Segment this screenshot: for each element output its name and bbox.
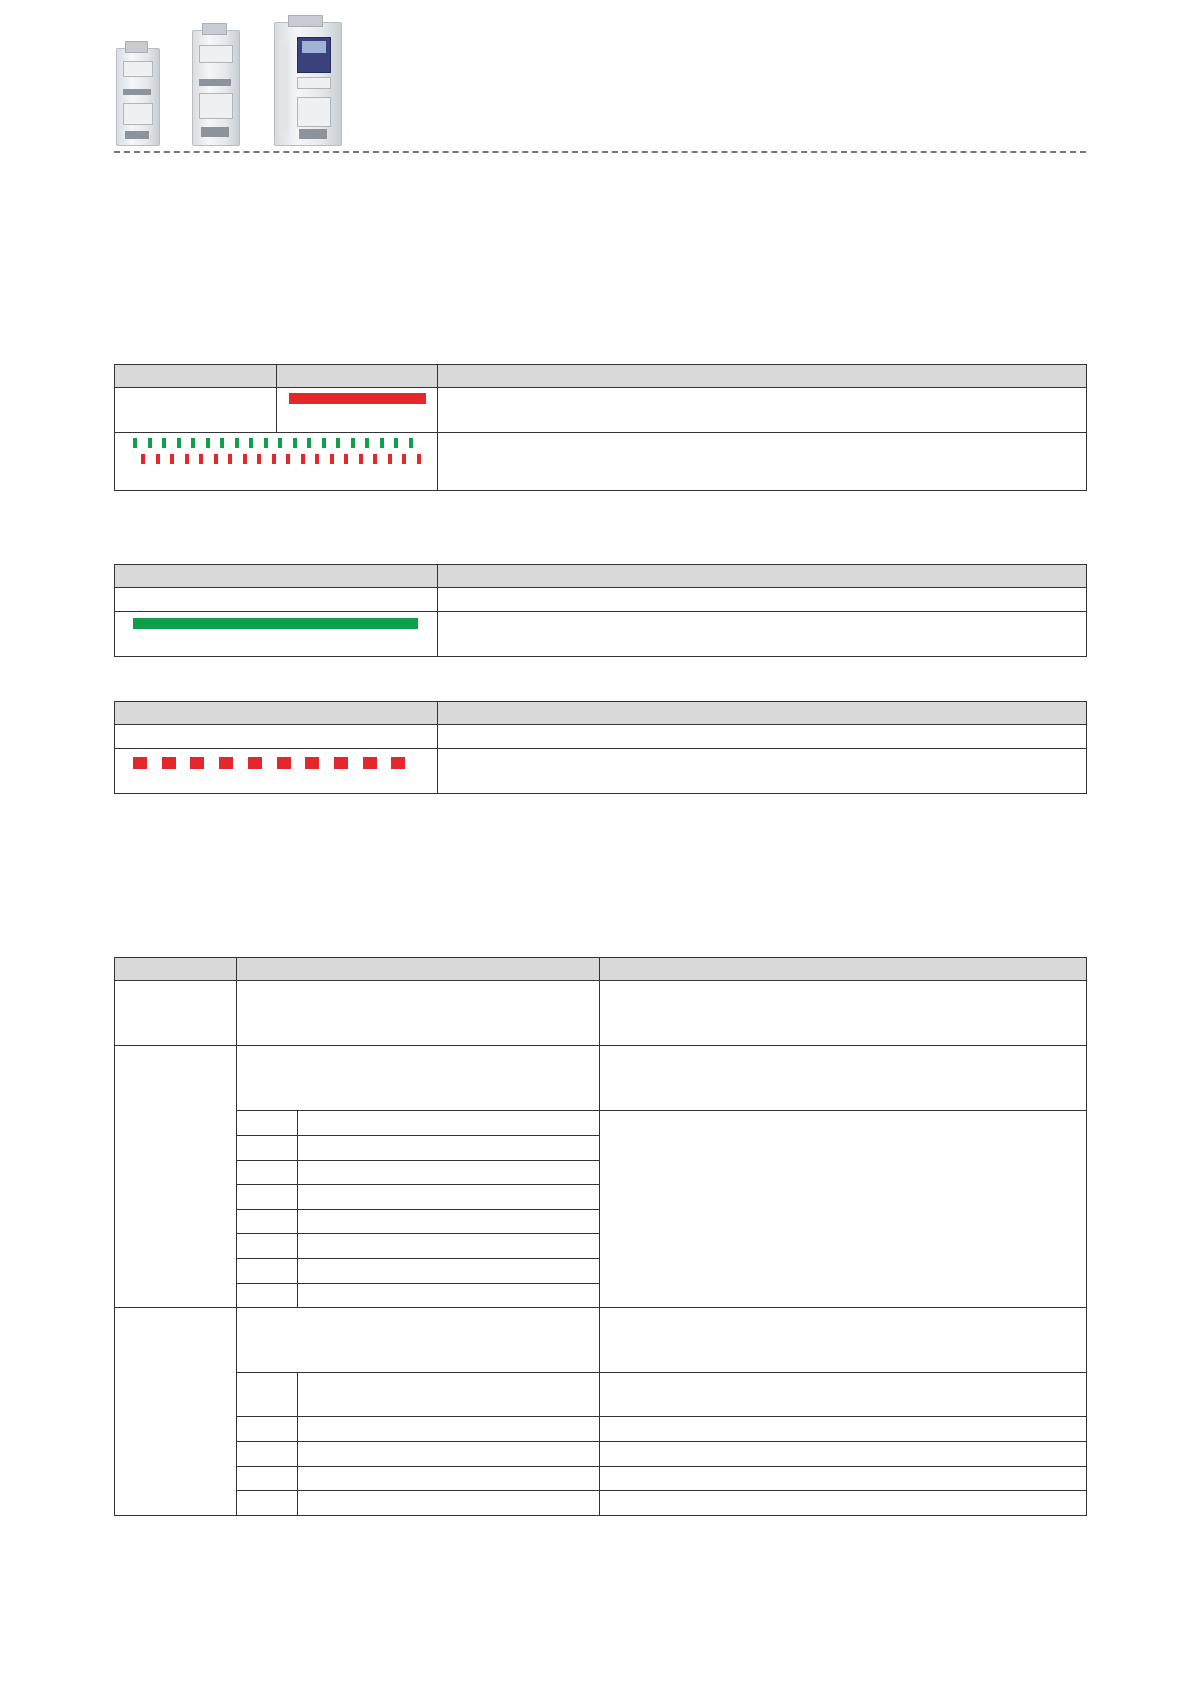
green-blink-pulse bbox=[162, 438, 166, 448]
header-cell bbox=[277, 365, 438, 388]
green-blink-pulse bbox=[264, 438, 268, 448]
table-cell bbox=[600, 1046, 1087, 1111]
table-cell bbox=[438, 588, 1087, 612]
red-blink-pulse bbox=[141, 454, 145, 464]
header-cell bbox=[237, 958, 600, 981]
medium-inverter-icon bbox=[192, 30, 240, 146]
table-cell bbox=[237, 1185, 298, 1210]
table-row bbox=[115, 725, 1087, 749]
table-cell bbox=[298, 1111, 600, 1136]
red-blink-pulse bbox=[391, 757, 405, 769]
green-blink-pulse bbox=[394, 438, 398, 448]
table-cell bbox=[298, 1161, 600, 1185]
red-blink-pulse bbox=[286, 454, 290, 464]
table-row bbox=[115, 588, 1087, 612]
table-cell bbox=[298, 1259, 600, 1284]
red-blink-pulse bbox=[344, 454, 348, 464]
small-inverter-icon bbox=[116, 48, 160, 146]
table-cell bbox=[237, 1234, 298, 1259]
header-cell bbox=[438, 565, 1087, 588]
table-row bbox=[115, 1442, 1087, 1467]
table-cell bbox=[237, 1210, 298, 1234]
table-cell bbox=[298, 1185, 600, 1210]
header-cell bbox=[438, 365, 1087, 388]
red-blink-pulse bbox=[133, 757, 147, 769]
table-cell bbox=[115, 1046, 237, 1308]
red-blink-pulse bbox=[228, 454, 232, 464]
header-cell bbox=[600, 958, 1087, 981]
table-cell bbox=[298, 1417, 600, 1442]
green-blink-pulse bbox=[206, 438, 210, 448]
red-blink-pulse bbox=[388, 454, 392, 464]
table-cell bbox=[237, 1417, 298, 1442]
green-blink-pulse bbox=[191, 438, 195, 448]
red-blink-pulse bbox=[199, 454, 203, 464]
table-cell bbox=[438, 612, 1087, 657]
table-row bbox=[115, 1467, 1087, 1491]
table-cell bbox=[237, 1284, 298, 1308]
table-cell bbox=[237, 1308, 600, 1373]
led-status-table-1 bbox=[114, 364, 1087, 491]
table-cell bbox=[298, 1136, 600, 1161]
led-pattern-cell bbox=[115, 749, 438, 794]
red-blink-pulse bbox=[334, 757, 348, 769]
table-cell bbox=[115, 725, 438, 749]
table-cell bbox=[600, 1467, 1087, 1491]
red-blink-pulse bbox=[214, 454, 218, 464]
led-status-table-2 bbox=[114, 564, 1087, 657]
table-row bbox=[115, 749, 1087, 794]
red-blink-pulse bbox=[272, 454, 276, 464]
red-blink-pulse bbox=[185, 454, 189, 464]
red-blink-pulse bbox=[301, 454, 305, 464]
green-blink-pulse bbox=[380, 438, 384, 448]
table-cell bbox=[237, 1136, 298, 1161]
green-blink-pulse bbox=[307, 438, 311, 448]
table-cell bbox=[237, 1442, 298, 1467]
large-inverter-with-keypad-icon bbox=[274, 22, 342, 146]
table-cell bbox=[298, 1442, 600, 1467]
green-blink-pulse bbox=[249, 438, 253, 448]
header-cell bbox=[115, 565, 438, 588]
red-blink-pulse bbox=[402, 454, 406, 464]
red-blink-pulse bbox=[170, 454, 174, 464]
red-blink-pulse bbox=[315, 454, 319, 464]
table-cell bbox=[600, 1373, 1087, 1417]
red-blink-pulse bbox=[162, 757, 176, 769]
table-cell bbox=[237, 1491, 298, 1516]
green-blink-pulse bbox=[133, 438, 137, 448]
table-cell bbox=[237, 1046, 600, 1111]
red-blink-pulse bbox=[417, 454, 421, 464]
table-cell bbox=[600, 1308, 1087, 1373]
table-header-row bbox=[115, 565, 1087, 588]
table-row bbox=[115, 1046, 1087, 1111]
header-cell bbox=[438, 702, 1087, 725]
table-cell bbox=[298, 1491, 600, 1516]
table-header-row bbox=[115, 958, 1087, 981]
green-blink-pulse bbox=[351, 438, 355, 448]
header-cell bbox=[115, 365, 277, 388]
table-cell bbox=[237, 1373, 298, 1417]
green-blink-pulse bbox=[365, 438, 369, 448]
table-cell bbox=[298, 1234, 600, 1259]
table-row bbox=[115, 388, 1087, 433]
table-cell bbox=[237, 981, 600, 1046]
table-row bbox=[115, 1111, 1087, 1136]
table-cell bbox=[237, 1111, 298, 1136]
red-blink-pulse bbox=[359, 454, 363, 464]
table-cell bbox=[115, 1308, 237, 1516]
green-blink-pulse bbox=[409, 438, 413, 448]
red-blink-pulse bbox=[156, 454, 160, 464]
table-cell bbox=[237, 1259, 298, 1284]
led-status-table-3 bbox=[114, 701, 1087, 794]
table-row bbox=[115, 1373, 1087, 1417]
table-cell bbox=[298, 1467, 600, 1491]
table-row bbox=[115, 1308, 1087, 1373]
parameter-table bbox=[114, 957, 1087, 1516]
table-cell bbox=[600, 1491, 1087, 1516]
green-blink-pulse bbox=[235, 438, 239, 448]
green-blink-pulse bbox=[220, 438, 224, 448]
red-blink-pulse bbox=[190, 757, 204, 769]
table-cell bbox=[298, 1373, 600, 1417]
table-cell bbox=[600, 1111, 1087, 1308]
red-blink-pulse bbox=[373, 454, 377, 464]
table-cell bbox=[115, 388, 277, 433]
header-cell bbox=[115, 702, 438, 725]
table-cell bbox=[438, 388, 1087, 433]
table-header-row bbox=[115, 702, 1087, 725]
header-cell bbox=[115, 958, 237, 981]
green-blink-pulse bbox=[148, 438, 152, 448]
green-blink-pulse bbox=[278, 438, 282, 448]
table-row bbox=[115, 1491, 1087, 1516]
red-steady-led-indicator bbox=[289, 393, 426, 404]
table-row bbox=[115, 1417, 1087, 1442]
table-cell bbox=[438, 749, 1087, 794]
green-steady-led-indicator bbox=[133, 618, 418, 629]
table-cell bbox=[600, 1442, 1087, 1467]
red-blink-pulse bbox=[363, 757, 377, 769]
table-header-row bbox=[115, 365, 1087, 388]
green-blink-pulse bbox=[293, 438, 297, 448]
red-blink-pulse bbox=[277, 757, 291, 769]
table-cell bbox=[298, 1284, 600, 1308]
table-cell bbox=[438, 725, 1087, 749]
table-cell bbox=[298, 1210, 600, 1234]
table-cell bbox=[237, 1467, 298, 1491]
red-blink-pulse bbox=[243, 454, 247, 464]
header-divider bbox=[114, 151, 1086, 153]
green-blink-pulse bbox=[322, 438, 326, 448]
red-blink-pulse bbox=[257, 454, 261, 464]
table-cell bbox=[115, 588, 438, 612]
table-cell bbox=[600, 1417, 1087, 1442]
table-cell bbox=[438, 433, 1087, 491]
green-blink-pulse bbox=[336, 438, 340, 448]
table-row bbox=[115, 981, 1087, 1046]
table-cell bbox=[600, 981, 1087, 1046]
table-cell bbox=[115, 981, 237, 1046]
table-cell bbox=[237, 1161, 298, 1185]
red-blink-pulse bbox=[330, 454, 334, 464]
device-images bbox=[112, 14, 392, 144]
green-blink-pulse bbox=[177, 438, 181, 448]
red-blink-pulse bbox=[219, 757, 233, 769]
red-blink-pulse bbox=[305, 757, 319, 769]
red-blink-pulse bbox=[248, 757, 262, 769]
